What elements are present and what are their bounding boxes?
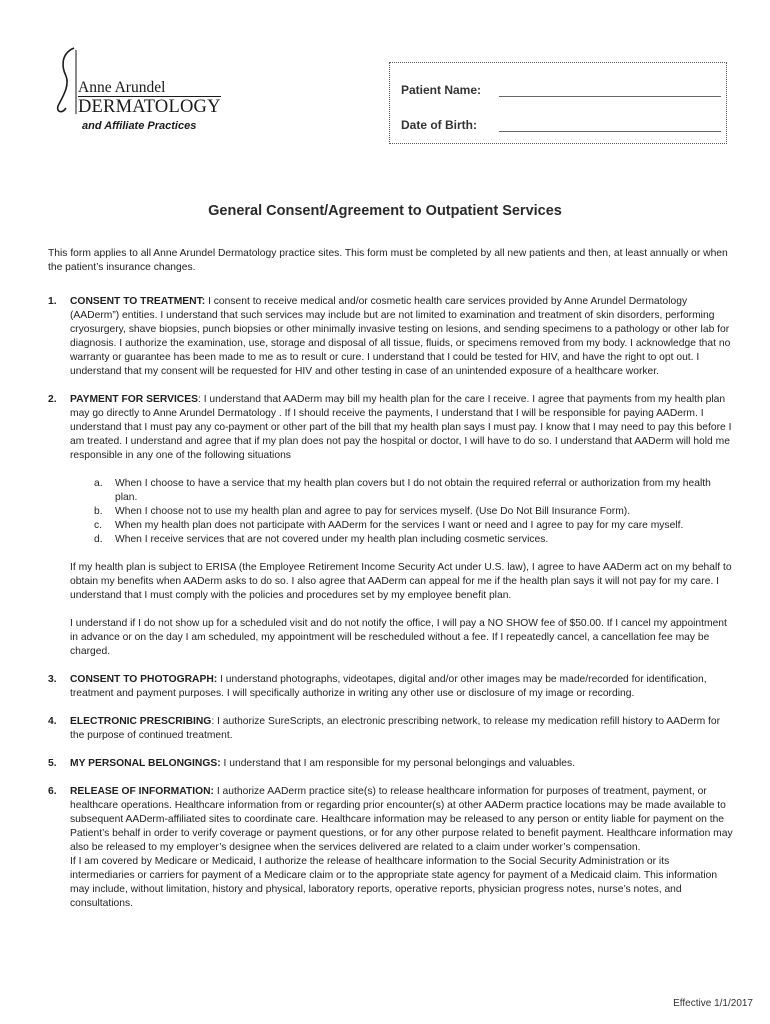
erisa-paragraph: If my health plan is subject to ERISA (the Employee Retirement Income Security Act under U.S. law), I agree to have AADerm act on my behalf to obtain my benefits when AADerm asks to do so. I also agree that AADerm can appeal for me if the health plan says it will not pay for my care. I understand that I must comply with the policies and procedures set by my employee benefit plan. (70, 562, 732, 601)
section-heading: CONSENT TO TREATMENT: (70, 296, 206, 307)
patient-info-box (389, 62, 727, 144)
section-consent-to-treatment (48, 295, 733, 379)
no-show-paragraph: I understand if I do not show up for a scheduled visit and do not notify the office, I will pay a NO SHOW fee of $50.00. If I cancel my appointment in advance or on the day I am scheduled, my appointment will be rescheduled without a fee. If I repeatedly cancel, a cancellation fee may be charged. (70, 618, 727, 657)
section-number: 5. (48, 758, 57, 769)
section-text: I authorize AADerm practice site(s) to release healthcare information for purposes of treatment, payment, or healthcare operations. Healthcare information from or regarding prior encounter(s) at other AADerm practice locations may be made available to subsequent AADerm-affiliated sites to coordinate care. Healthcare information may be released to any person or entity liable for payment on the Patient’s behalf in order to verify coverage or payment questions, or for any other purpose related to benefit payment. Healthcare information may also be released to my employer’s designee when the services delivered are related to a claim under worker’s compensation. (70, 786, 733, 853)
effective-date: Effective 1/1/2017 (673, 998, 753, 1009)
logo-tagline: and Affiliate Practices (82, 120, 197, 132)
section-text: I understand photographs, videotapes, digital and/or other images may be made/recorded for identification, treatment and payment purposes. I will specifically authorize in writing any other use or disclosure of my image or recording. (70, 674, 707, 699)
patient-name-field[interactable] (401, 83, 481, 97)
section-personal-belongings (48, 757, 733, 771)
document-body (48, 247, 733, 925)
patient-name-label: Patient Name: (401, 83, 482, 97)
list-item: a. When I choose to have a service that my health plan covers but I do not obtain the required referral or authorization from my health plan. (94, 478, 711, 503)
date-of-birth-label: Date of Birth: (401, 118, 477, 132)
logo-name-line1: Anne Arundel (78, 79, 166, 96)
section-payment-for-services (48, 393, 733, 659)
practice-logo (52, 46, 232, 136)
section-number: 3. (48, 674, 57, 685)
patient-name-line[interactable] (499, 96, 721, 97)
date-of-birth-line[interactable] (499, 131, 721, 132)
document-title: General Consent/Agreement to Outpatient Services (208, 203, 562, 219)
section-text: I consent to receive medical and/or cosmetic health care services provided by Anne Arundel Dermatology (AADerm”) entities. I understand that such services may include but are not limited to examination and treatment of skin disorders, performing cryosurgery, shave biopsies, punch biopsies or other minimally invasive testing on lesions, and sending specimens to a pathology or other lab for diagnosis. I authorize the examination, use, storage and disposal of all tissue, fluids, or specimens removed from my body. I acknowledge that no warranty or guarantee has been made to me as to result or cure. I understand that I could be tested for HIV, and have the right to opt out. I understand that my consent will be requested for HIV and other testing in case of an unintended exposure of a healthcare worker. (70, 296, 731, 377)
situation-list (70, 477, 733, 547)
section-text: : I understand that AADerm may bill my health plan for the care I receive. I agree that payments from my health plan may go directly to Anne Arundel Dermatology . If I should receive the payments, I understand that I will be responsible for paying AADerm. I understand that I must pay any co-payment or other part of the bill that my health plan says I must pay. I know that I may need to pay this before I am treated. I understand and agree that if my plan does not pay the hospital or doctor, I will have to do so. I understand that AADerm will hold me responsible in any one of the following situations (70, 394, 732, 461)
section-release-of-information (48, 785, 733, 911)
section-heading: PAYMENT FOR SERVICES (70, 394, 198, 405)
section-heading: MY PERSONAL BELONGINGS: (70, 758, 221, 769)
section-consent-to-photograph (48, 673, 733, 701)
intro-paragraph: This form applies to all Anne Arundel Dermatology practice sites. This form must be completed by all new patients and then, at least annually or when the patient’s insurance changes. (48, 248, 728, 273)
section-heading: RELEASE OF INFORMATION: (70, 786, 214, 797)
section-text: : I authorize SureScripts, an electronic prescribing network, to release my medication refill history to AADerm for the purpose of continued treatment. (70, 716, 721, 741)
section-number: 2. (48, 394, 57, 405)
logo-name-line2: DERMATOLOGY (78, 97, 221, 117)
list-item: b. When I choose not to use my health plan and agree to pay for services myself. (Use Do Not Bill Insurance Form). (94, 506, 631, 517)
section-heading: ELECTRONIC PRESCRIBING (70, 716, 212, 727)
list-item: d. When I receive services that are not covered under my health plan including cosmetic services. (94, 534, 549, 545)
section-number: 6. (48, 786, 57, 797)
date-of-birth-field[interactable] (401, 118, 477, 132)
section-heading: CONSENT TO PHOTOGRAPH: (70, 674, 218, 685)
section-electronic-prescribing (48, 715, 733, 743)
section-number: 1. (48, 296, 57, 307)
section-text: I understand that I am responsible for my personal belongings and valuables. (220, 758, 575, 769)
medicare-paragraph: If I am covered by Medicare or Medicaid, I authorize the release of healthcare information to the Social Security Administration or its intermediaries or carriers for payment of a Medicare claim or to the appropriate state agency for payment of a Medicaid claim. This information may include, without limitation, history and physical, laboratory reports, operative reports, physician progress notes, nurse’s notes, and consultations. (70, 856, 718, 909)
list-item: c. When my health plan does not participate with AADerm for the services I want or need and I agree to pay for my care myself. (94, 520, 684, 531)
section-number: 4. (48, 716, 57, 727)
